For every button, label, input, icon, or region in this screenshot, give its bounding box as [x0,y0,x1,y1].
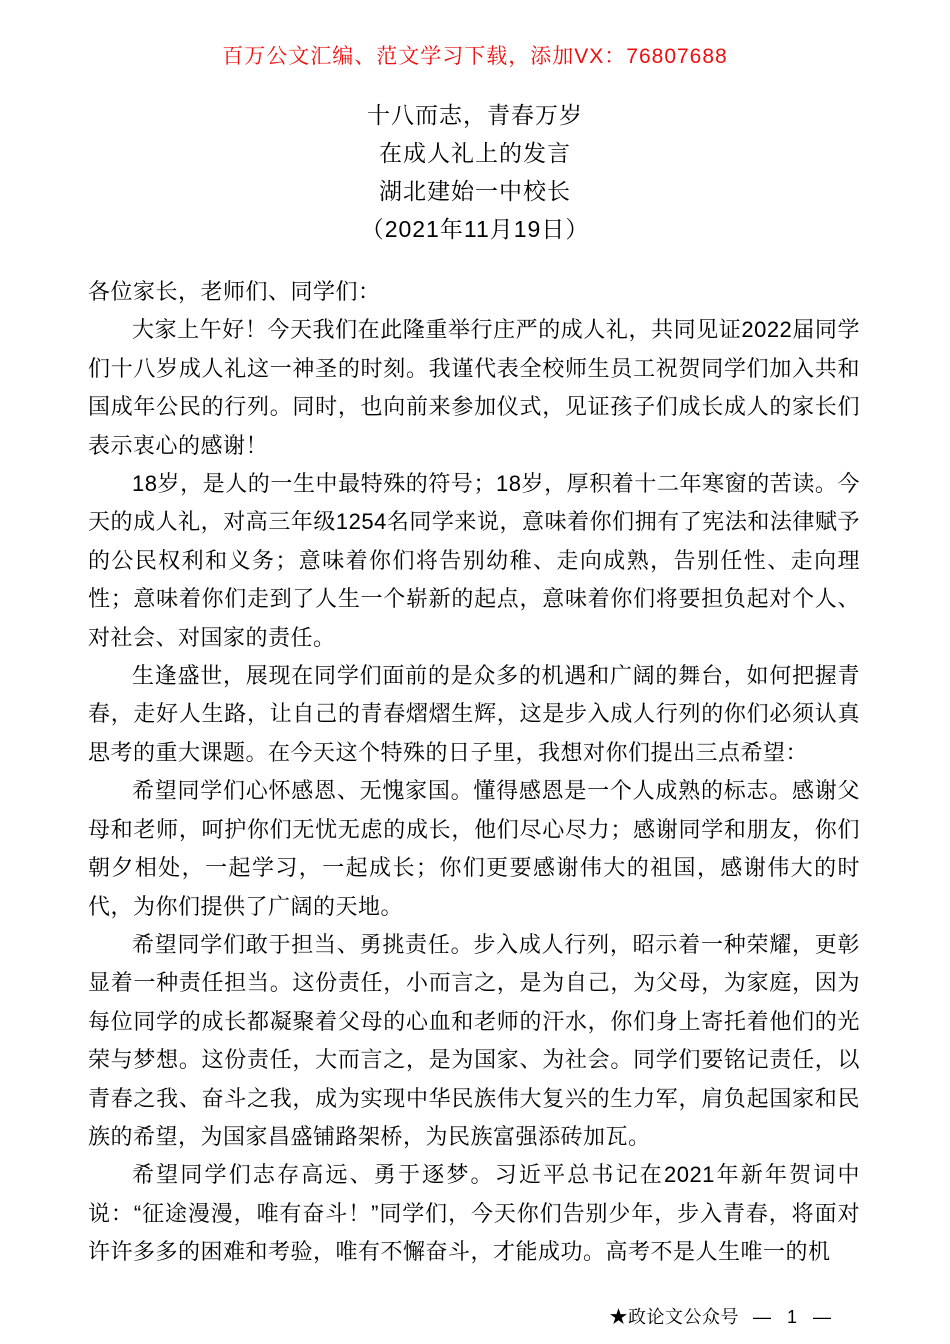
footer-source-label: ★政论文公众号 [609,1307,739,1327]
doc-speaker: 湖北建始一中校长 [379,178,571,204]
paragraph-5: 希望同学们敢于担当、勇挑责任。步入成人行列，昭示着一种荣耀，更彰显着一种责任担当。这份责任，小而言之，是为自己，为父母，为家庭，因为每位同学的成长都凝聚着父母的心血和老师的汗水，你们身上寄托着他们的光荣与梦想。这份责任，大而言之，是为国家、为社会。同学们要铭记责任，以青春之我、奋斗之我，成为实现中华民族伟大复兴的生力军，肩负起国家和民族的希望，为国家昌盛铺路架桥，为民族富强添砖加瓦。 [88,931,860,1149]
doc-date: （2021年11月19日） [360,216,590,242]
document-body [88,273,860,1272]
paragraph-6: 希望同学们志存高远、勇于逐梦。习近平总书记在2021年新年贺词中说：“征途漫漫，唯有奋斗！”同学们，今天你们告别少年，步入青春，将面对许许多多的困难和考验，唯有不懈奋斗，才能成功。高考不是人生唯一的机 [88,1162,860,1265]
header-ad-notice: 百万公文汇编、范文学习下载，添加VX：76807688 [222,45,728,68]
title-block [0,96,950,248]
doc-title: 十八而志，青春万岁 [367,102,583,128]
salutation: 各位家长，老师们、同学们： [88,279,381,304]
page-number: — 1 — [752,1307,833,1327]
paragraph-1: 大家上午好！今天我们在此隆重举行庄严的成人礼，共同见证2022届同学们十八岁成人礼这一神圣的时刻。我谨代表全校师生员工祝贺同学们加入共和国成年公民的行列。同时，也向前来参加仪式，见证孩子们成长成人的家长们表示衷心的感谢！ [88,317,860,458]
paragraph-2: 18岁，是人的一生中最特殊的符号；18岁，厚积着十二年寒窗的苦读。今天的成人礼，对高三年级1254名同学来说，意味着你们拥有了宪法和法律赋予的公民权利和义务；意味着你们将告别幼稚、走向成熟，告别任性、走向理性；意味着你们走到了人生一个崭新的起点，意味着你们将要担负起对个人、对社会、对国家的责任。 [88,471,860,650]
doc-subtitle: 在成人礼上的发言 [379,140,571,166]
paragraph-4: 希望同学们心怀感恩、无愧家国。懂得感恩是一个人成熟的标志。感谢父母和老师，呵护你们无忧无虑的成长，他们尽心尽力；感谢同学和朋友，你们朝夕相处，一起学习，一起成长；你们更要感谢伟大的祖国，感谢伟大的时代，为你们提供了广阔的天地。 [88,778,860,919]
paragraph-3: 生逢盛世，展现在同学们面前的是众多的机遇和广阔的舞台，如何把握青春，走好人生路，让自己的青春熠熠生辉，这是步入成人行列的你们必须认真思考的重大课题。在今天这个特殊的日子里，我想对你们提出三点希望： [88,663,860,765]
page-footer [589,1281,833,1344]
